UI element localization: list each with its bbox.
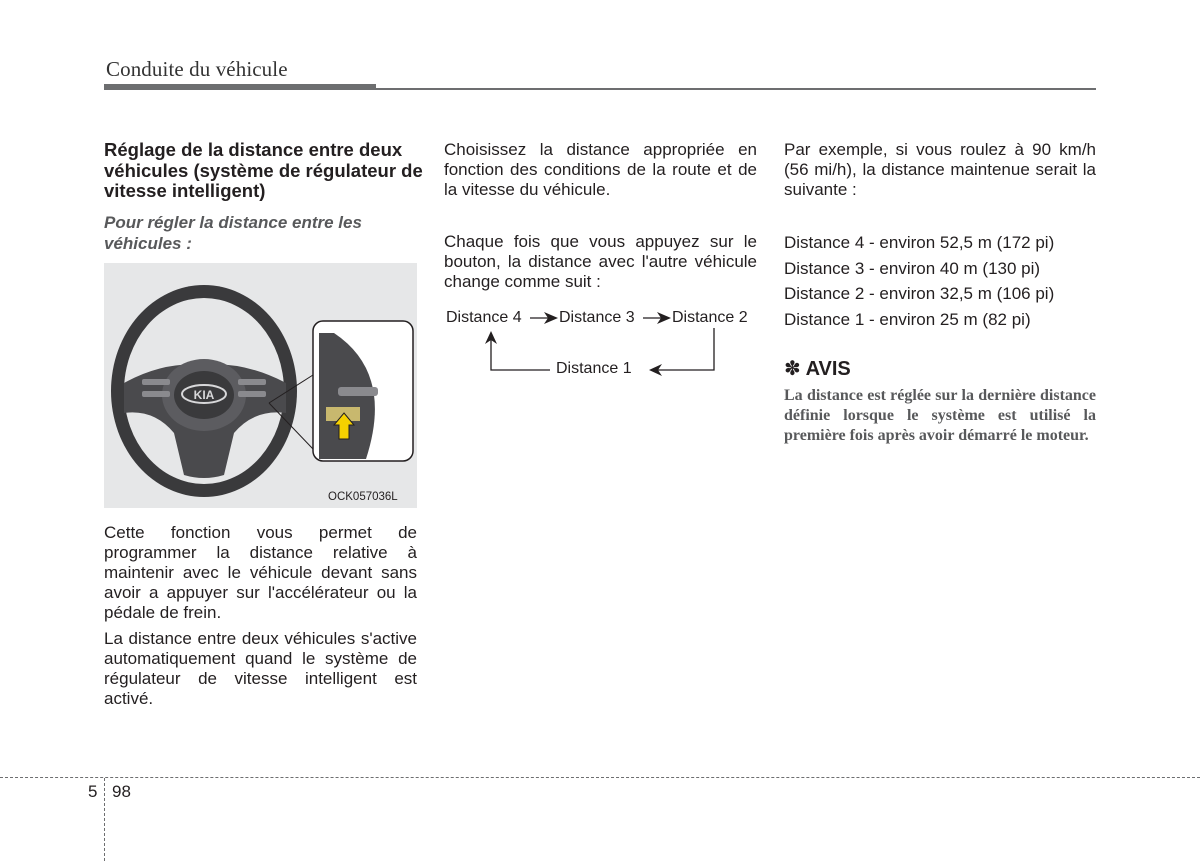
distance-list <box>784 230 1104 332</box>
list-item: Distance 2 - environ 32,5 m (106 pi) <box>784 284 1055 303</box>
paragraph: Par exemple, si vous roulez à 90 km/h (56 mi/h), la distance maintenue serait la suivante : <box>784 140 1096 199</box>
section-title: Conduite du véhicule <box>106 57 288 81</box>
section-subheading: Pour régler la distance entre les véhicules : <box>104 213 362 253</box>
steering-wheel-figure <box>104 263 417 508</box>
chapter-number: 5 <box>88 782 98 801</box>
paragraph: La distance entre deux véhicules s'active automatiquement quand le système de régulateur de vitesse intelligent est activé. <box>104 629 417 708</box>
list-item: Distance 3 - environ 40 m (130 pi) <box>784 258 1041 278</box>
list-item: Distance 4 - environ 52,5 m (172 pi) <box>784 233 1055 252</box>
paragraph: Chaque fois que vous appuyez sur le bouton, la distance avec l'autre véhicule change comme suit : <box>444 232 757 291</box>
footer-divider <box>0 777 1200 778</box>
kia-emblem: KIA <box>193 388 215 402</box>
footer-divider-vertical <box>104 778 105 861</box>
notice-body: La distance est réglée sur la dernière distance définie lorsque le système est utilisé la première fois après avoir démarré le moteur. <box>784 387 1096 444</box>
list-item: Distance 1 - environ 25 m (82 pi) <box>784 309 1031 329</box>
steering-wheel-illustration <box>104 263 417 508</box>
flow-distance-3: Distance 3 <box>559 309 635 326</box>
header-rule-accent <box>104 84 376 90</box>
flow-distance-2: Distance 2 <box>672 309 748 326</box>
flow-distance-4: Distance 4 <box>446 309 522 326</box>
distance-cycle-diagram <box>440 300 770 385</box>
section-heading: Réglage de la distance entre deux véhicules (système de régulateur de vitesse intelligent) <box>104 139 423 201</box>
paragraph: Cette fonction vous permet de programmer la distance relative à maintenir avec le véhicule devant sans avoir a appuyer sur l'accélérateur ou la pédale de frein. <box>104 523 417 622</box>
figure-code: OCK057036L <box>328 491 398 503</box>
page-number: 98 <box>112 782 131 801</box>
paragraph: Choisissez la distance appropriée en fonction des conditions de la route et de la vitesse du véhicule. <box>444 140 757 199</box>
notice-title: ✽ AVIS <box>784 358 851 380</box>
flow-distance-1: Distance 1 <box>556 360 632 377</box>
